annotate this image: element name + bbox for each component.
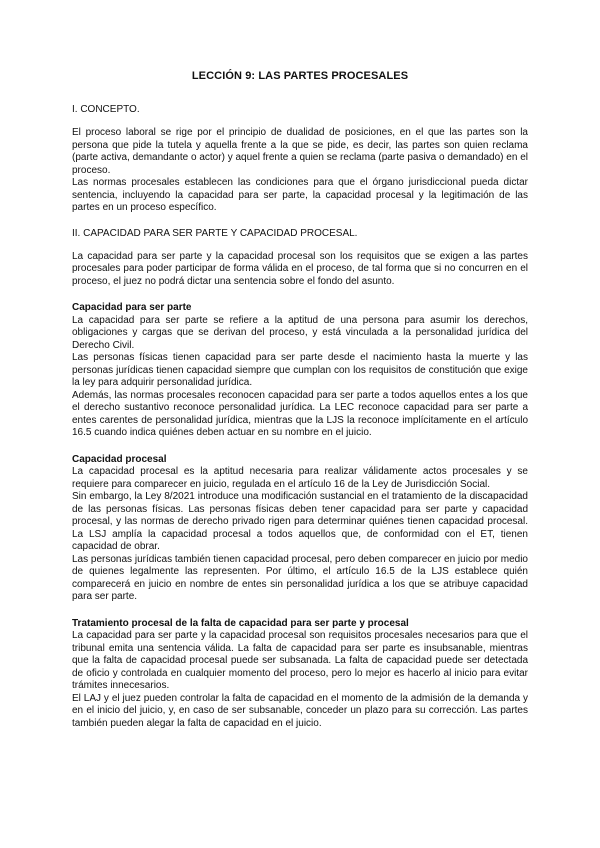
paragraph: Sin embargo, la Ley 8/2021 introduce una modificación sustancial en el tratamiento de la discapacidad de las personas físicas. Las personas físicas deben tener capacidad para ser parte y capacidad procesal, y las normas de derecho privado rigen para determinar quiénes tienen capacidad procesal. La LSJ amplía la capacidad procesal a todos aquellos que, de conformidad con el ET, tienen capacidad de obrar. <box>72 491 528 552</box>
paragraph: La capacidad para ser parte se refiere a la aptitud de una persona para asumir los derechos, obligaciones y cargas que se derivan del proceso, y está vinculada a la personalidad jurídica del Derecho Civil. <box>72 314 528 351</box>
section-heading-concepto: I. CONCEPTO. <box>72 104 140 115</box>
capacidad-parte-section <box>72 302 528 440</box>
capacidad-procesal-section <box>72 454 528 604</box>
page-title: LECCIÓN 9: LAS PARTES PROCESALES <box>191 70 409 82</box>
concepto-body <box>72 127 528 215</box>
section-heading-capacidad: II. CAPACIDAD PARA SER PARTE Y CAPACIDAD PROCESAL. <box>72 227 358 239</box>
capacidad-intro <box>72 251 528 289</box>
paragraph: Las personas jurídicas también tienen capacidad procesal, pero deben comparecer en juicio por medio de quienes legalmente las representen. Por último, el artículo 16.5 de la LJS establece quién comparecerá en juicio en nombre de entes sin personalidad jurídica a los que se atribuye capacidad para ser parte. <box>72 553 528 602</box>
tratamiento-section <box>72 618 528 731</box>
paragraph: Las normas procesales establecen las condiciones para que el órgano jurisdiccional pueda dictar sentencia, incluyendo la capacidad para ser parte, la capacidad procesal y la legitimación de las partes en un proceso específico. <box>72 177 528 213</box>
subheading-tratamiento: Tratamiento procesal de la falta de capacidad para ser parte y procesal <box>72 617 409 629</box>
document-page <box>72 70 528 741</box>
subheading-capacidad-procesal: Capacidad procesal <box>72 453 167 465</box>
paragraph: La capacidad para ser parte y la capacidad procesal son los requisitos que se exigen a las partes procesales para poder participar de forma válida en el proceso, de tal forma que si no concurren en el proceso, el juez no podrá dictar una sentencia sobre el fondo del asunto. <box>72 250 528 287</box>
paragraph: La capacidad procesal es la aptitud necesaria para realizar válidamente actos procesales y se requiere para comparecer en juicio, regulada en el artículo 16 de la Ley de Jurisdicción Social. <box>72 466 528 490</box>
paragraph: El LAJ y el juez pueden controlar la falta de capacidad en el momento de la admisión de la demanda y en el inicio del juicio, y, en caso de ser subsanable, conceder un plazo para su corrección. Las partes también pueden alegar la falta de capacidad en el juicio. <box>72 692 528 729</box>
paragraph: La capacidad para ser parte y la capacidad procesal son requisitos procesales necesarios para que el tribunal emita una sentencia válida. La falta de capacidad para ser parte es insubsanable, mientras que la falta de capacidad procesal puede ser subsanada. La falta de capacidad puede ser detectada de oficio y controlada en cualquier momento del proceso, pero lo mejor es hacerlo al inicio para evitar trámites innecesarios. <box>72 630 528 691</box>
paragraph: El proceso laboral se rige por el principio de dualidad de posiciones, en el que las partes son la persona que pide la tutela y aquella frente a la que se pide, es decir, las partes son quien reclama (parte activa, demandante o actor) y aquel frente a quien se reclama (parte pasiva o demandado) en el proceso. <box>72 127 528 176</box>
paragraph: Las personas físicas tienen capacidad para ser parte desde el nacimiento hasta la muerte y las personas jurídicas tienen capacidad siempre que cumplan con los requisitos de constitución que exige la ley para adquirir personalidad jurídica. <box>72 352 528 388</box>
subheading-capacidad-parte: Capacidad para ser parte <box>72 302 192 313</box>
paragraph: Además, las normas procesales reconocen capacidad para ser parte a todos aquellos entes a los que el derecho sustantivo reconoce personalidad jurídica. La LEC reconoce capacidad para ser parte a entes carentes de personalidad jurídica, mientras que la LJS la reconoce implícitamente en el artículo 16.5 cuando indica quiénes deben actuar en su nombre en el juicio. <box>72 389 528 438</box>
